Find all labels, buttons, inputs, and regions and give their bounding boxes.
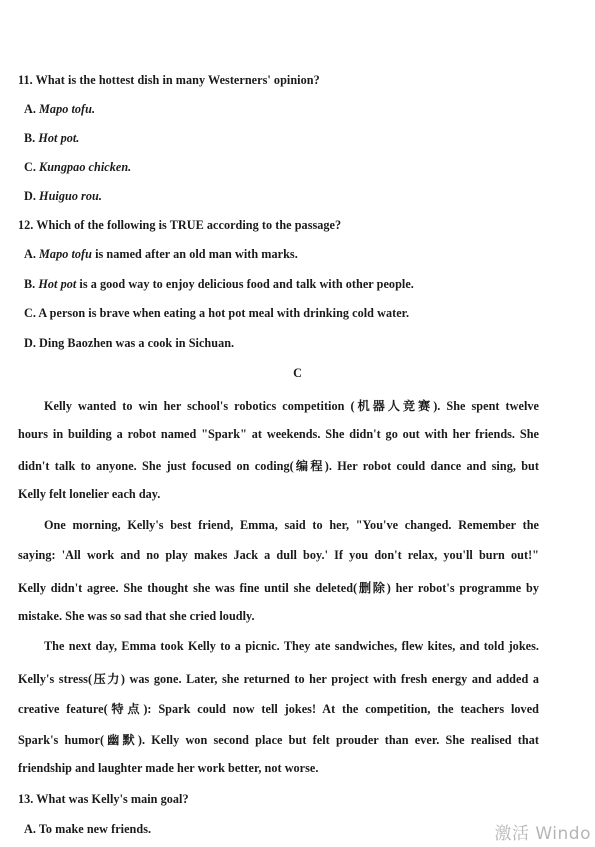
question-11-stem: 11. What is the hottest dish in many Westerners' opinion?: [18, 73, 320, 87]
passage-line: The next day, Emma took Kelly to a picnic. They ate sandwiches, flew kites, and told jokes.: [44, 639, 539, 653]
passage-line: Kelly felt lonelier each day.: [18, 487, 161, 501]
section-heading: C: [293, 366, 302, 380]
passage-line: One morning, Kelly's best friend, Emma, said to her, "You've changed. Remember the: [44, 518, 539, 532]
passage-line: Kelly didn't agree. She thought she was fine until she deleted(删除) her robot's programme by: [18, 581, 539, 595]
question-12-option-a: A. Mapo tofu is named after an old man with marks.: [24, 247, 298, 261]
passage-line: Kelly wanted to win her school's robotics competition (机器人竞赛). She spent twelve: [44, 399, 539, 413]
question-13-stem: 13. What was Kelly's main goal?: [18, 792, 189, 806]
question-13-option-a: A. To make new friends.: [24, 822, 152, 836]
question-12-option-c: C. A person is brave when eating a hot pot meal with drinking cold water.: [24, 306, 410, 320]
passage-line: Spark's humor(幽默). Kelly won second place but felt prouder than ever. She realised that: [18, 733, 539, 747]
question-12-option-b: B. Hot pot is a good way to enjoy delicious food and talk with other people.: [24, 277, 414, 291]
question-11-option-a: A. Mapo tofu.: [24, 102, 96, 116]
passage-line: mistake. She was so sad that she cried loudly.: [18, 609, 255, 623]
passage-line: didn't talk to anyone. She just focused on coding(编程). Her robot could dance and sing, but: [18, 459, 539, 473]
question-11-option-c: C. Kungpao chicken.: [24, 160, 132, 174]
question-11-option-d: D. Huiguo rou.: [24, 189, 102, 203]
passage-line: saying: 'All work and no play makes Jack a dull boy.' If you don't relax, you'll burn out!": [18, 548, 539, 562]
passage-line: friendship and laughter made her work better, not worse.: [18, 761, 319, 775]
activate-windows-watermark: 激活 Windo: [494, 824, 591, 844]
question-12-stem: 12. Which of the following is TRUE according to the passage?: [18, 218, 342, 232]
question-11-option-b: B. Hot pot.: [24, 131, 80, 145]
passage-line: Kelly's stress(压力) was gone. Later, she returned to her project with fresh energy and added a: [18, 672, 539, 686]
passage-line: hours in building a robot named "Spark" at weekends. She didn't go out with her friends. She: [18, 427, 539, 441]
passage-line: creative feature(特点): Spark could now tell jokes! At the competition, the teachers loved: [18, 702, 539, 716]
question-12-option-d: D. Ding Baozhen was a cook in Sichuan.: [24, 336, 235, 350]
